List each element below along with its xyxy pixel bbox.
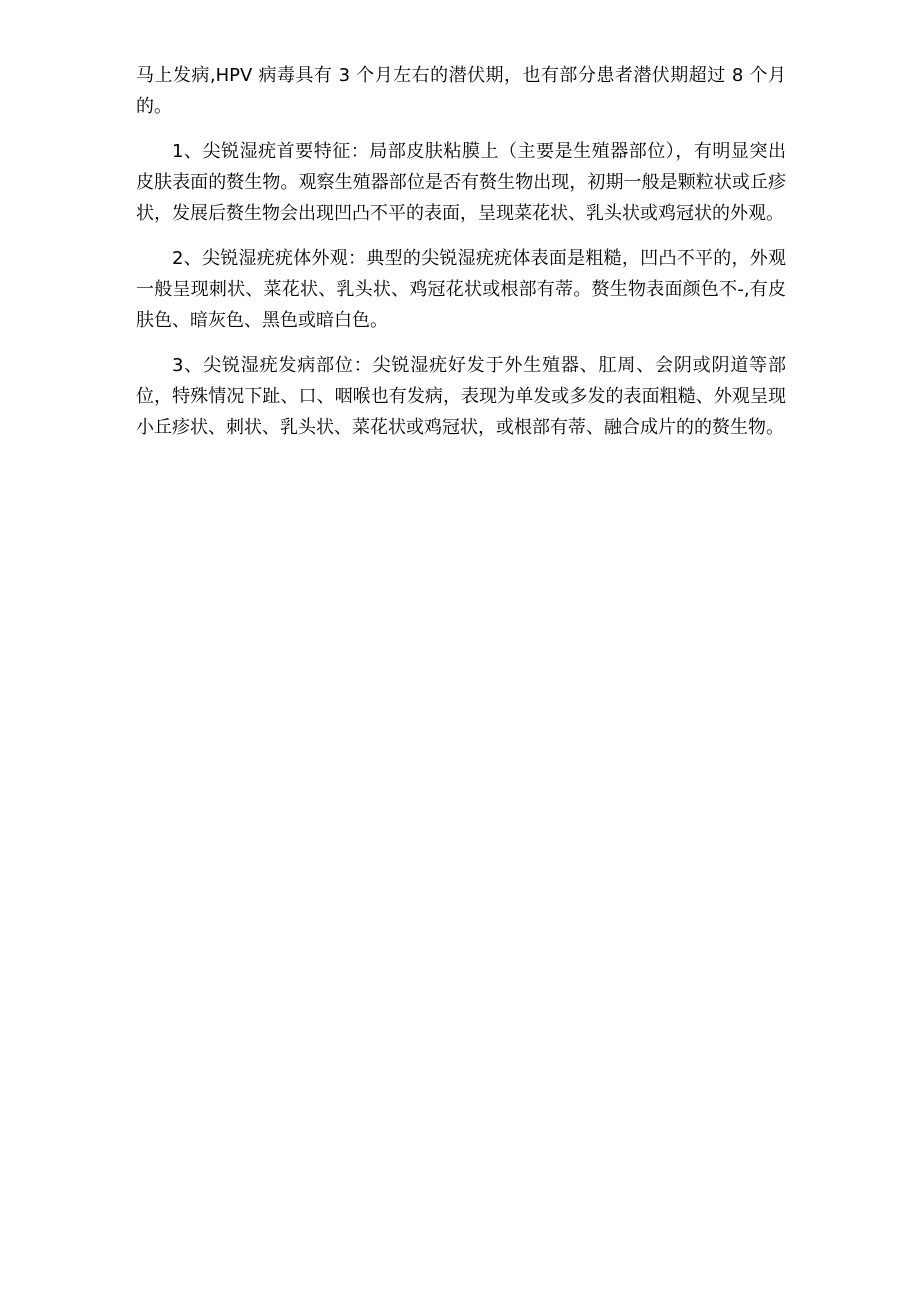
paragraph-item-1: 1、尖锐湿疣首要特征：局部皮肤粘膜上（主要是生殖器部位），有明显突出皮肤表面的赘生物。观察生殖器部位是否有赘生物出现，初期一般是颗粒状或丘疹状，发展后赘生物会出现凹凸不平的表面，呈现菜花状、乳头状或鸡冠状的外观。	[136, 141, 786, 224]
document-body	[136, 60, 786, 457]
paragraph-item-3: 3、尖锐湿疣发病部位：尖锐湿疣好发于外生殖器、肛周、会阴或阴道等部位，特殊情况下趾、口、咽喉也有发病，表现为单发或多发的表面粗糙、外观呈现小丘疹状、刺状、乳头状、菜花状或鸡冠状，或根部有蒂、融合成片的的赘生物。	[136, 355, 786, 438]
paragraph-continuation: 马上发病,HPV 病毒具有 3 个月左右的潜伏期，也有部分患者潜伏期超过 8 个月的。	[136, 65, 786, 117]
paragraph-item-2: 2、尖锐湿疣疣体外观：典型的尖锐湿疣疣体表面是粗糙，凹凸不平的，外观一般呈现刺状、菜花状、乳头状、鸡冠花状或根部有蒂。赘生物表面颜色不-,有皮肤色、暗灰色、黑色或暗白色。	[136, 248, 786, 331]
